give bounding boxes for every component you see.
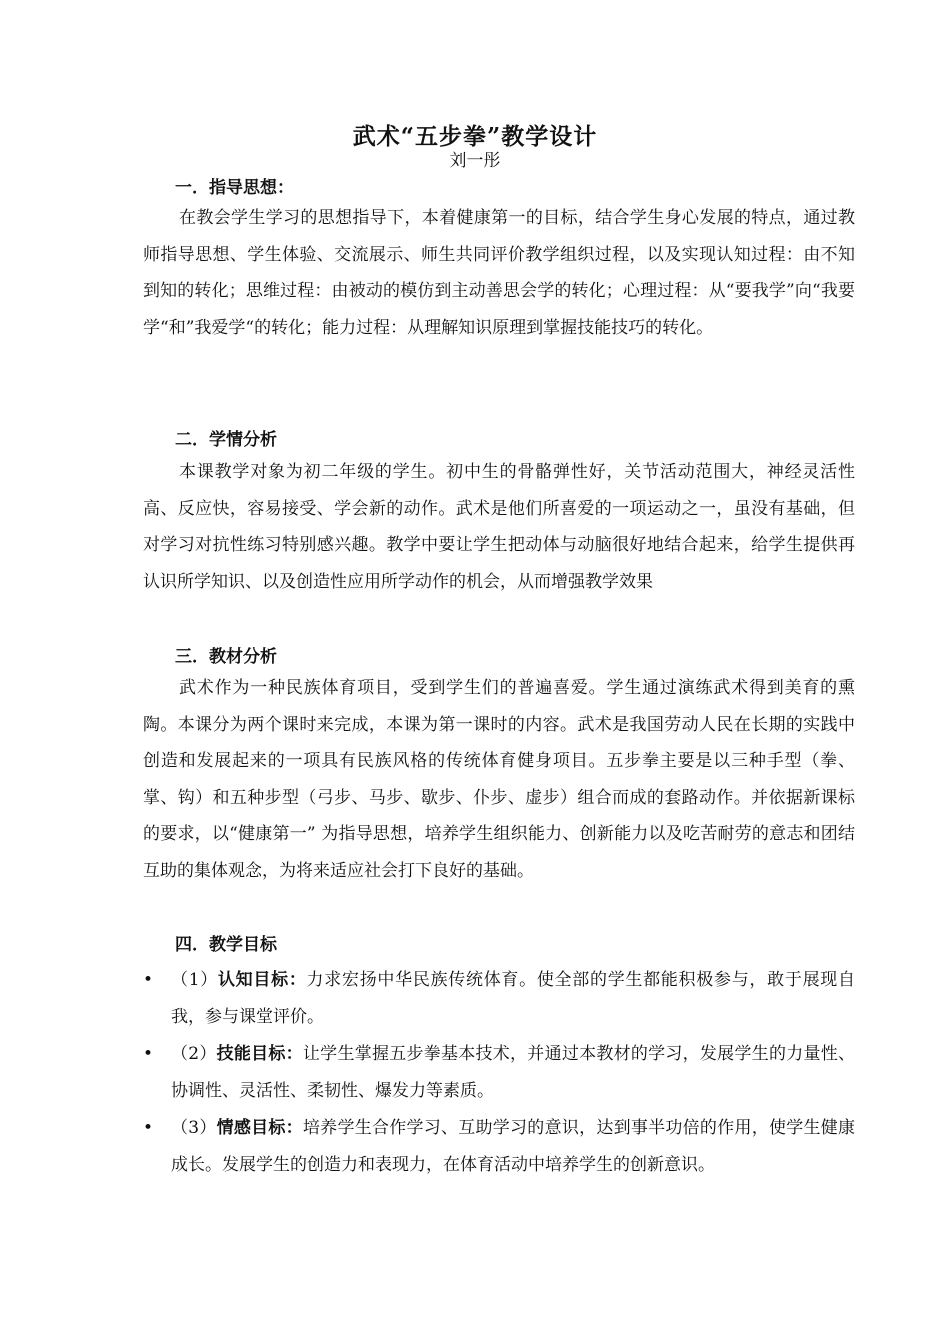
goal-text: 力求宏扬中华民族传统体育。使全部的学生都能积极参与，敢于展现自我，参与课堂评价。 [171, 970, 855, 1027]
section-text-guiding-ideology: 在教会学生学习的思想指导下，本着健康第一的目标，结合学生身心发展的特点，通过教师指导思想、学生体验、交流展示、师生共同评价教学组织过程，以及实现认知过程：由不知到知的转化；思维过程：由被动的模仿到主动善思会学的转化；心理过程：从“要我学”向“我要学“和”我爱学“的转化；能力过程：从理解知识原理到掌握技能技巧的转化。 [143, 208, 855, 338]
document-author: 刘一彤 [449, 151, 501, 171]
goal-number: （2） [171, 1044, 217, 1064]
goal-label: 认知目标： [217, 970, 307, 990]
section-heading-teaching-goals: 四．教学目标 [175, 935, 277, 955]
document-title: 武术“五步拳”教学设计 [352, 123, 598, 150]
section-text-material-analysis: 武术作为一种民族体育项目，受到学生们的普遍喜爱。学生通过演练武术得到美育的熏陶。本课分为两个课时来完成，本课为第一课时的内容。武术是我国劳动人民在长期的实践中创造和发展起来的一项具有民族风格的传统体育健身项目。五步拳主要是以三种手型（拳、掌、钩）和五种步型（弓步、马步、歇步、仆步、虚步）组合而成的套路动作。并依据新课标的要求，以“健康第一” 为指导思想，培养学生组织能力、创新能力以及吃苦耐劳的意志和团结互助的集体观念，为将来适应社会打下良好的基础。 [143, 678, 855, 881]
section-heading-guiding-ideology: 一．指导思想： [175, 178, 294, 198]
goal-item-skill [143, 1036, 855, 1109]
bullet-icon: • [143, 1044, 154, 1064]
goal-number: （3） [171, 1118, 217, 1138]
section-heading-student-analysis: 二．学情分析 [175, 430, 277, 450]
goal-label: 情感目标： [216, 1118, 303, 1138]
bullet-icon: • [143, 1118, 154, 1138]
goal-text: 让学生掌握五步拳基本技术，并通过本教材的学习，发展学生的力量性、协调性、灵活性、柔韧性、爆发力等素质。 [171, 1044, 856, 1101]
bullet-icon: • [143, 970, 154, 990]
goal-item-emotional [143, 1110, 855, 1183]
section-text-student-analysis: 本课教学对象为初二年级的学生。初中生的骨骼弹性好，关节活动范围大，神经灵活性高、反应快，容易接受、学会新的动作。武术是他们所喜爱的一项运动之一，虽没有基础，但对学习对抗性练习特别感兴趣。教学中要让学生把动体与动脑很好地结合起来，给学生提供再认识所学知识、以及创造性应用所学动作的机会，从而增强教学效果 [143, 462, 855, 592]
goal-label: 技能目标： [216, 1044, 303, 1064]
teaching-goals-list [143, 962, 855, 1184]
goal-item-cognitive [143, 962, 855, 1035]
goal-text: 培养学生合作学习、互助学习的意识，达到事半功倍的作用，使学生健康成长。发展学生的创造力和表现力，在体育活动中培养学生的创新意识。 [171, 1118, 856, 1175]
goal-number: （1） [171, 970, 218, 990]
section-heading-material-analysis: 三．教材分析 [175, 647, 277, 667]
